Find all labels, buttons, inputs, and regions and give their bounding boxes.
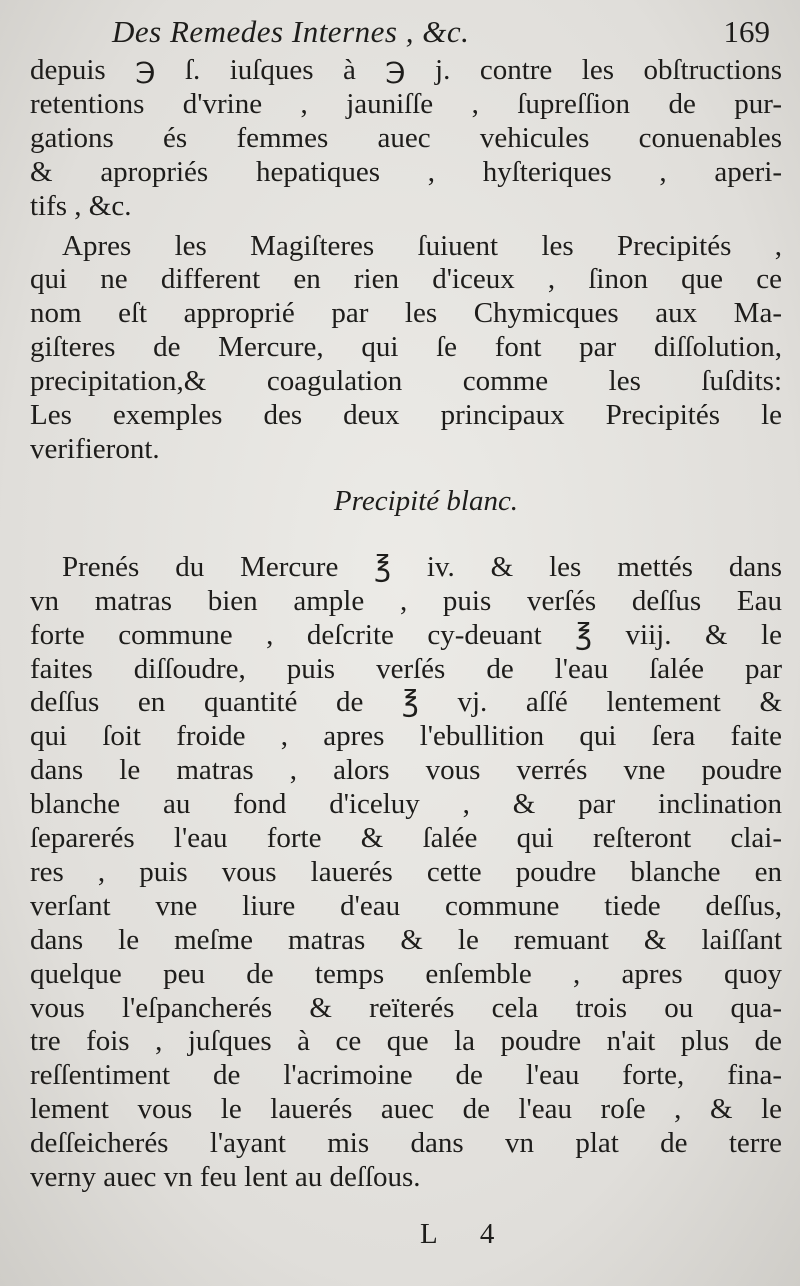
text-line: faites diſſoudre, puis verſés de l'eau ſalée par (30, 652, 782, 685)
paragraph-2 (30, 230, 782, 467)
text-line: reſſentiment de l'acrimoine de l'eau forte, fina- (30, 1059, 782, 1092)
text-line: blanche au fond d'iceluy , & par inclination (30, 788, 782, 821)
signature-mark: L 4 (420, 1218, 513, 1250)
paragraph-3 (30, 551, 782, 1195)
text-line: verifieront. (30, 432, 160, 465)
text-line: precipitation,& coagulation comme les ſuſdits: (30, 365, 782, 398)
text-line: qui ſoit froide , apres l'ebullition qui ſera faite (30, 720, 782, 753)
text-line: tifs , &c. (30, 189, 132, 222)
page-body (30, 54, 782, 1195)
text-line: lement vous le lauerés auec de l'eau roſe , & le (30, 1093, 782, 1126)
text-line: vous l'eſpancherés & reïterés cela trois ou qua- (30, 991, 782, 1024)
text-line: ſeparerés l'eau forte & ſalée qui reſteront clai- (30, 822, 782, 855)
text-line: nom eſt approprié par les Chymicques aux Ma- (30, 297, 782, 330)
text-line: deſſus en quantité de ℥ vj. aſſé lentement & (30, 686, 782, 719)
text-line: dans le matras , alors vous verrés vne poudre (30, 754, 782, 787)
page-number: 169 (723, 14, 770, 49)
text-line: qui ne different en rien d'iceux , ſinon que ce (30, 263, 782, 296)
running-title: Des Remedes Internes , &c. (112, 14, 470, 49)
text-line: vn matras bien ample , puis verſés deſſus Eau (30, 584, 782, 617)
text-line: Prenés du Mercure ℥ iv. & les mettés dans (62, 550, 782, 583)
text-line: tre fois , juſques à ce que la poudre n'ait plus de (30, 1025, 782, 1058)
text-line: Apres les Magiſteres ſuiuent les Precipités , (62, 229, 782, 262)
text-line: forte commune , deſcrite cy-deuant ℥ viij. & le (30, 618, 782, 651)
text-line: & apropriés hepatiques , hyſteriques , aperi- (30, 155, 782, 188)
text-line: gations és femmes auec vehicules conuenables (30, 121, 782, 154)
text-line: Les exemples des deux principaux Precipités le (30, 399, 782, 432)
text-line: verny auec vn feu lent au deſſous. (30, 1161, 421, 1194)
text-line: verſant vne liure d'eau commune tiede deſſus, (30, 889, 782, 922)
text-line: deſſeicherés l'ayant mis dans vn plat de terre (30, 1127, 782, 1160)
text-line: dans le meſme matras & le remuant & laiſſant (30, 923, 782, 956)
text-line: giſteres de Mercure, qui ſe font par diſſolution, (30, 331, 782, 364)
text-line: depuis ℈ ſ. iuſques à ℈ j. contre les obſtructions (30, 54, 782, 86)
text-line: res , puis vous lauerés cette poudre blanche en (30, 855, 782, 888)
paragraph-1 (30, 54, 782, 224)
text-line: retentions d'vrine , jauniſſe , ſupreſſion de pur- (30, 87, 782, 120)
text-line: quelque peu de temps enſemble , apres quoy (30, 957, 782, 990)
section-heading: Precipité blanc. (333, 484, 519, 517)
